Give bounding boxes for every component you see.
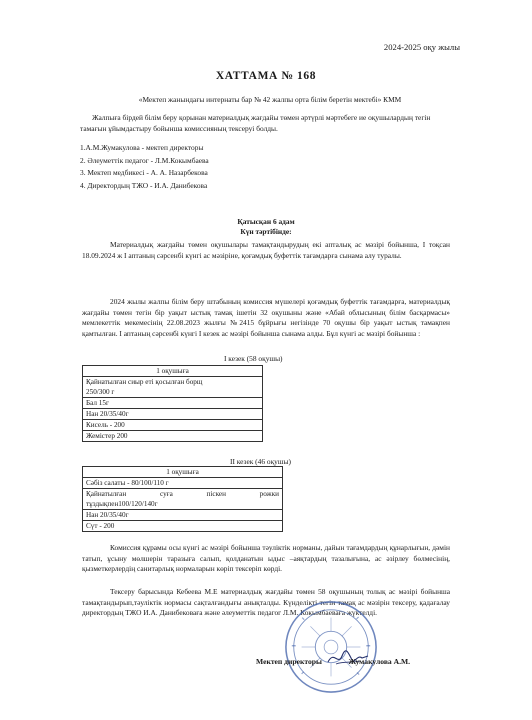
menu-table-header: 1 оқушыға [83, 467, 283, 478]
member-item: 4. Директордың ТЖО - И.А. Данибекова [80, 180, 208, 190]
protocol-title: ХАТТАМА № 168 [215, 70, 317, 82]
menu-row: Нан 20/35/40г [83, 510, 283, 521]
school-year: 2024-2025 оқу жылы [383, 42, 460, 52]
shift-two-menu-table [82, 466, 283, 532]
commission-paragraph: Комиссия құрамы осы күнгі ас мәзірі бойынша тәуліктік норманы, дайын тағамдардың құнарлығын, дәмін татып, ұсыну мөлшерін таразыға салып, қолданатын ыдыс –аяқтардың тазалығына, ас әзірлеу бөлмесінің, қызметкерлердің санитарлық нормаларын көріп тексеріп көрді. [82, 543, 450, 574]
menu-row [83, 377, 263, 398]
menu-row: Сәбіз салаты - 80/100/110 г [83, 478, 283, 489]
menu-item-line [86, 489, 279, 499]
school-seal-stamp [282, 598, 380, 696]
organization-name: «Мектеп жанындағы интернаты бар № 42 жалпы орта білім беретін мектебі» КММ [138, 95, 402, 104]
menu-row: Сүт - 200 [83, 521, 283, 532]
agenda-heading: Күн тәртібінде: [240, 227, 292, 236]
member-item: 3. Мектеп медбикесі - А. А. Назарбекова [80, 168, 208, 177]
menu-row: Жемістер 200 [83, 431, 263, 442]
director-signature-line: Мектеп директоры Жумакулова А.М. [256, 657, 411, 666]
menu-item: Қайнатылған сиыр еті қосылған борщ [86, 378, 203, 386]
menu-row: Нан 20/35/40г [83, 409, 263, 420]
member-item: 2. Әлеуметтік педагог - Л.М.Кокымбаева [80, 155, 209, 165]
commission-members [80, 142, 209, 192]
menu-row: Кисель - 200 [83, 420, 263, 431]
shift-one-label: I кезек (58 оқушы) [224, 354, 283, 363]
menu-item: 250/300 г [86, 388, 115, 396]
menu-word: рожки [259, 490, 279, 498]
agenda-paragraph: Материалдық жағдайы төмен оқушылары тамақтандырудың екі апталық ас мәзірі бойынша, I тоқсан 18.09.2024 ж I аптаның сәрсенбі күнгі ас мәзіріне, қоғамдық буфеттік тағамдарға сынама алу туралы. [82, 240, 450, 260]
menu-row [83, 489, 283, 510]
intro-paragraph: Жалпыға бірдей білім беру қорынан материалдық жағдайы төмен әртүрлі мәртебеге ие оқушылардың тегін тамағын ұйымдастыру бойынша комиссияның тексеруі болды. [80, 113, 431, 133]
menu-table-header: 1 оқушыға [83, 366, 263, 377]
inspection-paragraph: 2024 жылы жалпы білім беру штабының комиссия мүшелері қоғамдық буфеттік тағамдарға, материалдық жағдайы төмен тегін бір уақыт ыстық тамақ ішетін 32 оқушыны және «Абай облысының білім басқармасы» мемлекеттік мекемесінің 22.08.2023 жылғы №2415 бұйрығы негізінде 70 оқушы бір уақыт ыстық тамақпен қамтылған. I аптаның сәрсенбі күнгі I кезек ас мәзірі бойынша сынама алды. Бұл күнгі ас мәзірі бойынша : [82, 297, 450, 338]
conclusion-paragraph: Тексеру барысында Кебеева М.Е материалдық жағдайы төмен 58 оқушының толық ас мәзірі бойынша тамақтандырып,тәуліктік нормасы сақталғандығы анықталды. Күнделікті тегін тамақ ас мәзірін тексеру, қадағалау директордың ТЖО И.А. Данибековаға және әлеуметтік педагог Л.М. Кокымбаеваға жүктелді. [82, 587, 450, 618]
menu-word: суға [159, 490, 173, 498]
menu-item-line: тұздықпен100/120/140г [86, 500, 158, 508]
attendance-count: Қатысқан 6 адам [237, 217, 295, 226]
shift-two-label: II кезек (46 оқушы) [230, 457, 291, 466]
menu-row: Бал 15г [83, 398, 263, 409]
menu-word: Қайнатылған [86, 490, 127, 498]
shift-one-menu-table [82, 365, 263, 442]
menu-word: піскен [206, 490, 226, 498]
member-item: 1.А.М.Жумакулова - мектеп директоры [80, 143, 204, 152]
